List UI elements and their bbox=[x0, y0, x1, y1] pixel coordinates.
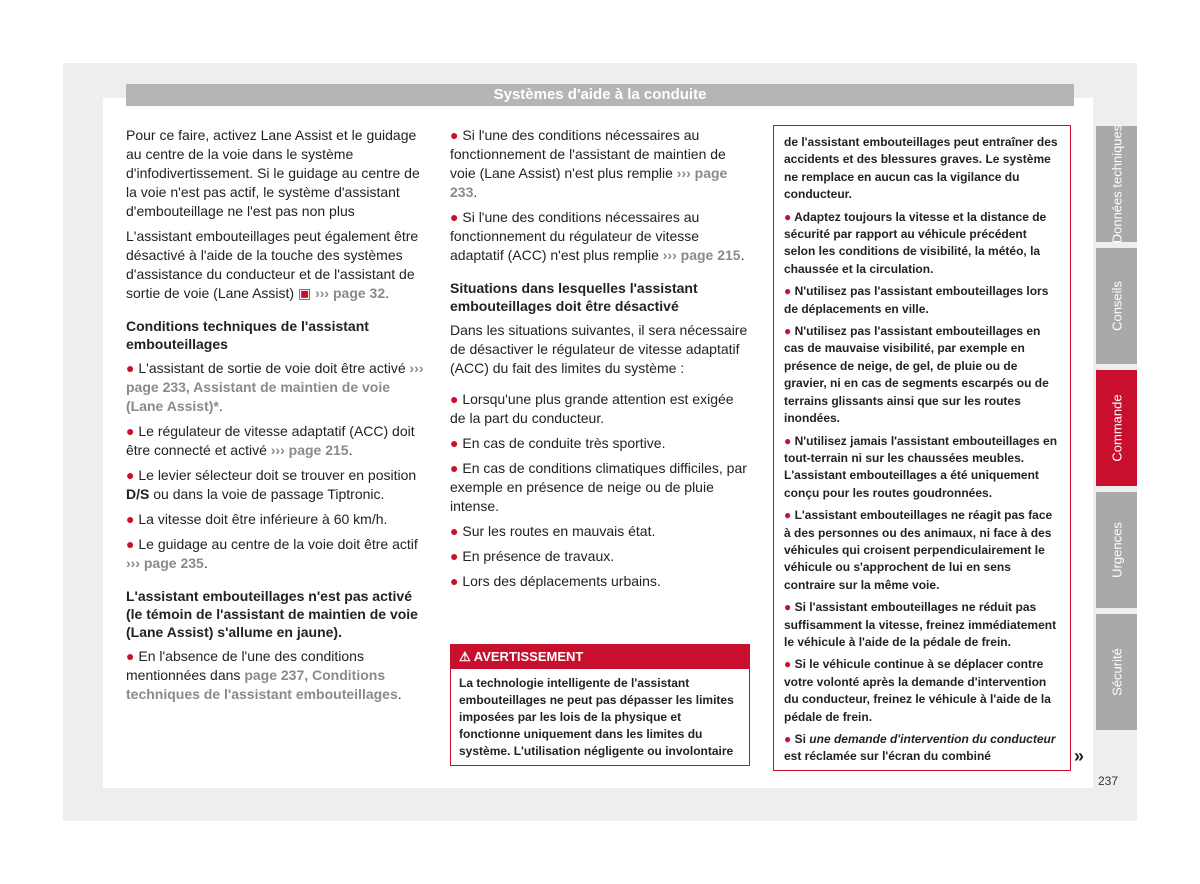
bullet-icon: ● bbox=[784, 324, 792, 339]
bullet-icon: ● bbox=[450, 573, 459, 589]
bullet-icon: ● bbox=[126, 648, 135, 664]
warning-box bbox=[450, 644, 750, 766]
bullet-icon: ● bbox=[784, 433, 792, 448]
list-item: ● L'assistant de sortie de voie doit être activé ››› page 233, Assistant de maintien de voie (Lane Assist)*. bbox=[126, 360, 424, 414]
paragraph: Pour ce faire, activez Lane Assist et le guidage au centre de la voie dans le système d'infodivertissement. Si le guidage au centre de la voie n'est pas actif, le système d'assistant d'embouteillage ne l'est pas non plus bbox=[126, 127, 420, 219]
bullet-icon: ● bbox=[450, 391, 459, 407]
paragraph: L'assistant embouteillages peut également être désactivé à l'aide de la touche des systèmes d'assistance du conducteur et de l'assistant de sortie de voie (Lane Assist) ▣ ››› page 32. bbox=[126, 228, 419, 301]
bullet-icon: ● bbox=[450, 209, 459, 225]
list-item: ● La vitesse doit être inférieure à 60 km/h. bbox=[126, 511, 388, 527]
page-link[interactable]: ››› page 233 bbox=[450, 165, 728, 200]
bullet-icon: ● bbox=[784, 600, 792, 615]
list-item: ● Si l'une des conditions nécessaires au fonctionnement de l'assistant de maintien de voie (Lane Assist) n'est plus remplie ››› page 233. bbox=[450, 127, 728, 200]
tab-conseils[interactable]: Conseils bbox=[1096, 248, 1137, 364]
bullet-icon: ● bbox=[450, 523, 459, 539]
page-number: 237 bbox=[1098, 774, 1119, 788]
continue-icon: » bbox=[1074, 746, 1085, 766]
warning-text: La technologie intelligente de l'assistant embouteillages ne peut pas dépasser les limites imposées par les lois de la physique et fonctionne uniquement dans les limites du système. L'utilisation négligente ou involontaire bbox=[459, 676, 734, 758]
bullet-icon: ● bbox=[784, 508, 792, 523]
list-item: ● Lorsqu'une plus grande attention est exigée de la part du conducteur. bbox=[450, 391, 734, 426]
list-item: ● Lors des déplacements urbains. bbox=[450, 573, 661, 589]
list-item: ● Si une demande d'intervention du conducteur est réclamée sur l'écran du combiné bbox=[784, 732, 1056, 764]
bullet-icon: ● bbox=[126, 536, 135, 552]
tab-urgences[interactable]: Urgences bbox=[1096, 492, 1137, 608]
bullet-icon: ● bbox=[450, 460, 459, 476]
warning-box-continued bbox=[773, 125, 1071, 771]
list-item: ● N'utilisez pas l'assistant embouteillages lors de déplacements en ville. bbox=[784, 284, 1049, 316]
list-item: ● Adaptez toujours la vitesse et la distance de sécurité par rapport au véhicule précédent selon les conditions de visibilité, la météo, la chaussée et la circulation. bbox=[784, 209, 1047, 276]
subheading: Conditions techniques de l'assistant embouteillages bbox=[126, 318, 369, 352]
list-item: ● En cas de conditions climatiques difficiles, par exemple en présence de neige ou de pluie intense. bbox=[450, 460, 747, 514]
bullet-icon: ● bbox=[784, 209, 792, 224]
warning-icon: ⚠ bbox=[459, 649, 471, 664]
bullet-icon: ● bbox=[126, 423, 135, 439]
bookmark-icon: ▣ bbox=[297, 285, 312, 301]
tab-commande[interactable]: Commande bbox=[1096, 370, 1137, 486]
bullet-icon: ● bbox=[784, 732, 792, 746]
column-1 bbox=[126, 126, 424, 710]
list-item: ● Si le véhicule continue à se déplacer contre votre volonté après la demande d'intervention du conducteur, freinez le véhicule à l'aide de la pédale de frein. bbox=[784, 657, 1051, 724]
page-link[interactable]: ››› page 32 bbox=[315, 285, 386, 301]
page-link[interactable]: ››› page 215 bbox=[662, 247, 741, 263]
bullet-icon: ● bbox=[126, 467, 135, 483]
page-link[interactable]: ››› page 215 bbox=[270, 442, 349, 458]
list-item: ● Si l'une des conditions nécessaires au fonctionnement du régulateur de vitesse adaptatif (ACC) n'est plus remplie ››› page 215. bbox=[450, 209, 745, 263]
tab-securite[interactable]: Sécurité bbox=[1096, 614, 1137, 730]
list-item: ● En cas de conduite très sportive. bbox=[450, 435, 666, 451]
bullet-icon: ● bbox=[126, 511, 135, 527]
list-item: ● Sur les routes en mauvais état. bbox=[450, 523, 656, 539]
bullet-icon: ● bbox=[450, 435, 459, 451]
bullet-icon: ● bbox=[450, 548, 459, 564]
bullet-icon: ● bbox=[784, 284, 792, 299]
tab-donnees-techniques[interactable]: Données techniques bbox=[1096, 126, 1137, 242]
section-title: Systèmes d'aide à la conduite bbox=[126, 84, 1074, 106]
subheading: Situations dans lesquelles l'assistant embouteillages doit être désactivé bbox=[450, 280, 698, 314]
list-item: ● En présence de travaux. bbox=[450, 548, 615, 564]
bullet-icon: ● bbox=[126, 360, 135, 376]
column-2 bbox=[450, 126, 750, 597]
warning-header: ⚠ AVERTISSEMENT bbox=[451, 645, 749, 669]
page-link[interactable]: ››› page 233, Assistant de maintien de voie (Lane Assist)* bbox=[126, 360, 424, 414]
list-item: ● Le régulateur de vitesse adaptatif (ACC) doit être connecté et activé ››› page 215. bbox=[126, 423, 415, 458]
page-link[interactable]: page 237, Conditions techniques de l'assistant embouteillages bbox=[126, 667, 398, 702]
subheading: L'assistant embouteillages n'est pas activé (le témoin de l'assistant de maintien de voie (Lane Assist) s'allume en jaune). bbox=[126, 588, 418, 640]
paragraph: Dans les situations suivantes, il sera nécessaire de désactiver le régulateur de vitesse adaptatif (ACC) du fait des limites du système : bbox=[450, 322, 748, 376]
page-link[interactable]: ››› page 235 bbox=[126, 555, 204, 571]
list-item: ● Si l'assistant embouteillages ne réduit pas suffisamment la vitesse, freinez immédiatement le véhicule à l'aide de la pédale de frein. bbox=[784, 600, 1057, 649]
paragraph: de l'assistant embouteillages peut entraîner des accidents et des blessures graves. Le système ne remplace en aucun cas la vigilance du conducteur. bbox=[784, 135, 1058, 202]
list-item: ● L'assistant embouteillages ne réagit pas face à des personnes ou des animaux, ni face à des véhicules qui croisent perpendiculairement le véhicule ou s'approchent de lui en sens contraire sur la même voie. bbox=[784, 508, 1053, 592]
bullet-icon: ● bbox=[450, 127, 459, 143]
list-item: ● N'utilisez pas l'assistant embouteillages en cas de mauvaise visibilité, par exemple en présence de neige, de gel, de pluie ou de gravier, ni en cas de segments escarpés ou de terrains glissants ainsi que sur les routes inondées. bbox=[784, 324, 1049, 426]
list-item: ● Le guidage au centre de la voie doit être actif ››› page 235. bbox=[126, 536, 418, 571]
list-item: ● N'utilisez jamais l'assistant embouteillages en tout-terrain ni sur les chaussées meubles. L'assistant embouteillages a été uniquement conçu pour les routes goudronnées. bbox=[784, 433, 1058, 500]
list-item: ● Le levier sélecteur doit se trouver en position D/S ou dans la voie de passage Tiptronic. bbox=[126, 467, 417, 502]
list-item: ● En l'absence de l'une des conditions mentionnées dans page 237, Conditions techniques de l'assistant embouteillages. bbox=[126, 648, 402, 702]
bullet-icon: ● bbox=[784, 657, 792, 672]
